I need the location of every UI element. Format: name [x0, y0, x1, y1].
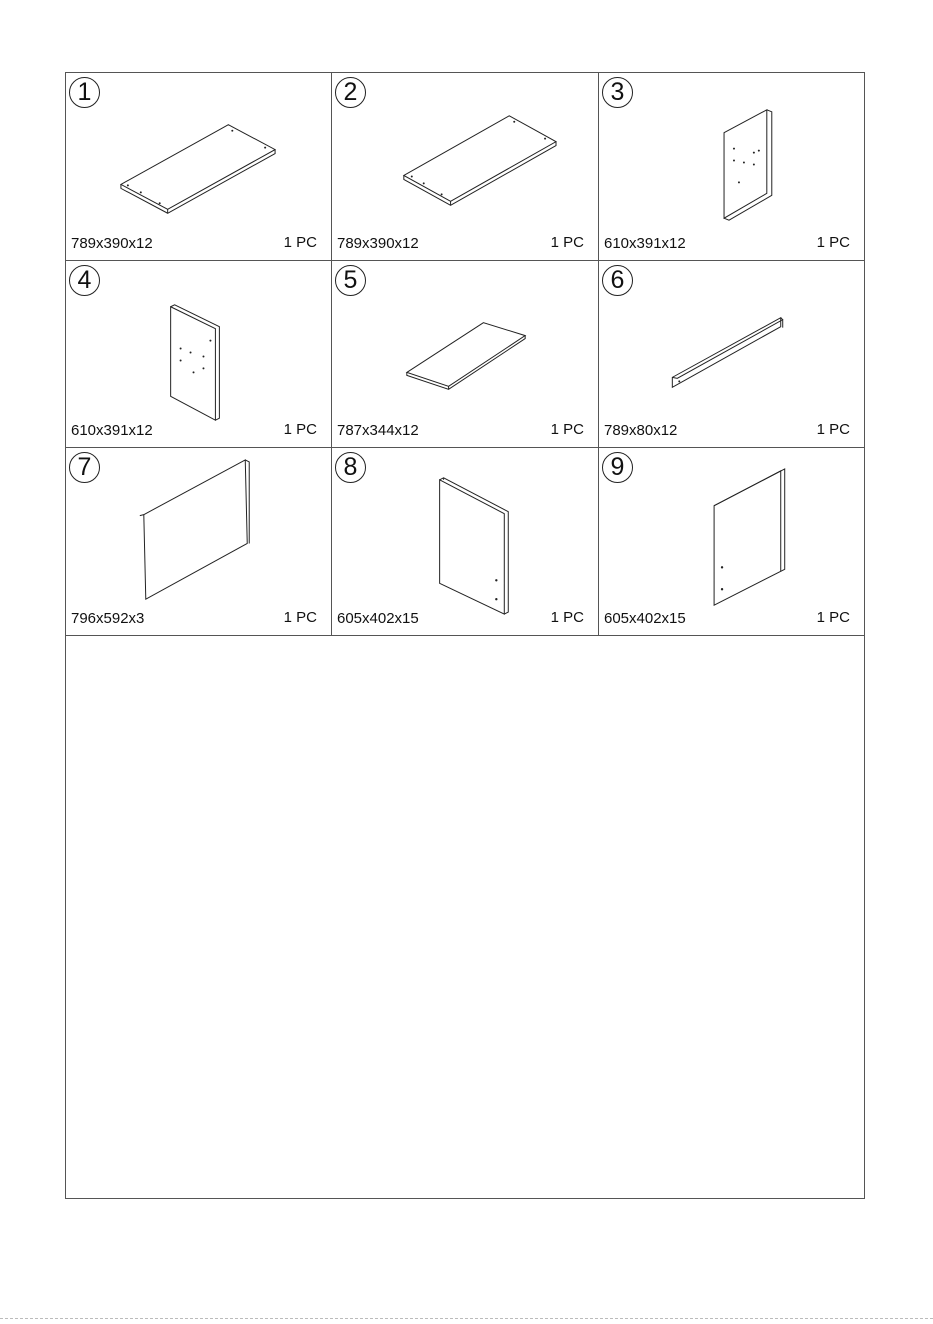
part-number: 3 — [602, 77, 633, 108]
side-panel-icon — [66, 261, 331, 447]
part-quantity: 1 PC — [283, 609, 317, 626]
part-quantity: 1 PC — [816, 421, 850, 438]
part-number: 2 — [335, 77, 366, 108]
part-dimensions: 789x80x12 — [604, 422, 678, 439]
part-cell-9 — [599, 448, 864, 636]
parts-grid — [66, 73, 864, 636]
part-number: 8 — [335, 452, 366, 483]
back-panel-icon — [66, 448, 331, 635]
part-cell-3 — [599, 73, 864, 261]
part-cell-1 — [66, 73, 332, 261]
part-quantity: 1 PC — [550, 234, 584, 251]
part-quantity: 1 PC — [816, 609, 850, 626]
parts-sheet — [65, 72, 865, 1199]
part-dimensions: 610x391x12 — [604, 235, 686, 252]
part-cell-6 — [599, 261, 864, 448]
part-number: 7 — [69, 452, 100, 483]
part-number: 4 — [69, 265, 100, 296]
part-cell-2 — [332, 73, 599, 261]
part-cell-5 — [332, 261, 599, 448]
side-panel-icon — [599, 73, 864, 260]
part-number: 1 — [69, 77, 100, 108]
flat-panel-icon — [332, 73, 598, 260]
part-quantity: 1 PC — [283, 421, 317, 438]
door-panel-icon — [599, 448, 864, 635]
part-number: 9 — [602, 452, 633, 483]
part-number: 6 — [602, 265, 633, 296]
part-cell-8 — [332, 448, 599, 636]
part-dimensions: 605x402x15 — [337, 610, 419, 627]
flat-panel-icon — [66, 73, 331, 260]
part-dimensions: 605x402x15 — [604, 610, 686, 627]
part-dimensions: 610x391x12 — [71, 422, 153, 439]
part-cell-7 — [66, 448, 332, 636]
part-dimensions: 796x592x3 — [71, 610, 145, 627]
part-cell-4 — [66, 261, 332, 448]
door-panel-icon — [332, 448, 598, 635]
part-dimensions: 789x390x12 — [337, 235, 419, 252]
shelf-panel-icon — [332, 261, 598, 447]
part-quantity: 1 PC — [550, 609, 584, 626]
rail-icon — [599, 261, 864, 447]
part-quantity: 1 PC — [550, 421, 584, 438]
part-number: 5 — [335, 265, 366, 296]
part-quantity: 1 PC — [283, 234, 317, 251]
part-quantity: 1 PC — [816, 234, 850, 251]
page-bottom-rule — [0, 1318, 933, 1319]
part-dimensions: 787x344x12 — [337, 422, 419, 439]
part-dimensions: 789x390x12 — [71, 235, 153, 252]
